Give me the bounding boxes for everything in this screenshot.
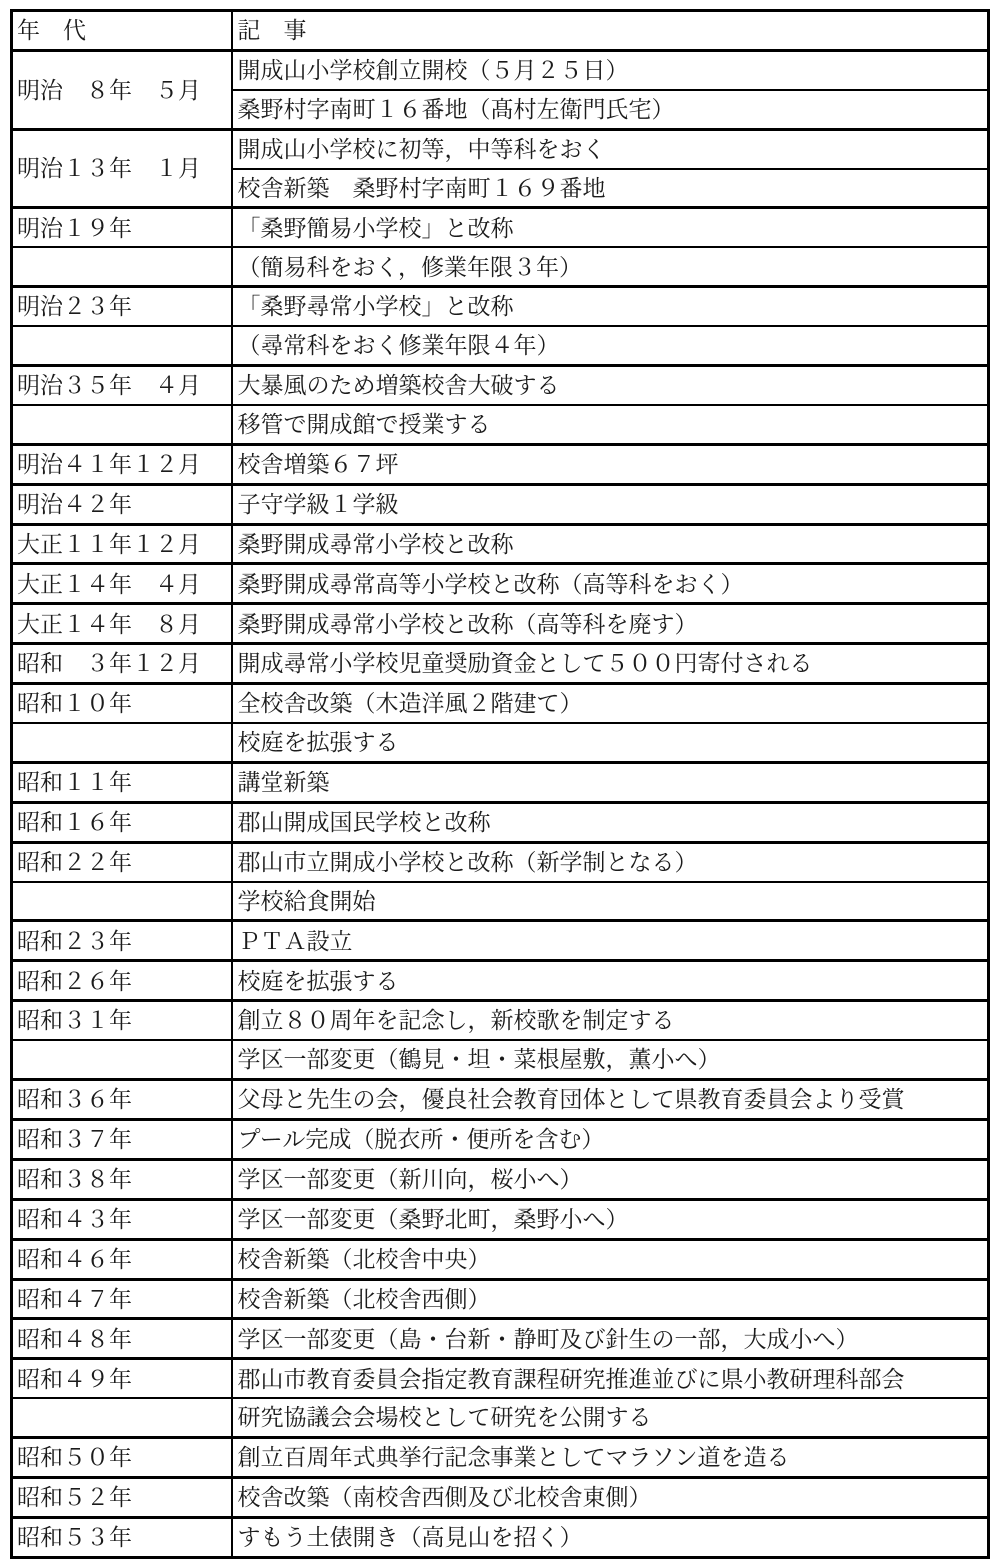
event-cell: 校庭を拡張する [232,961,989,1001]
table-row [12,524,989,564]
table-row [12,1477,989,1517]
event-cell: 桑野開成尋常小学校と改称（高等科を廃す） [232,604,989,644]
table-row [12,564,989,604]
table-row [12,405,989,444]
event-cell: 全校舎改築（木造洋風２階建て） [232,684,989,723]
event-cell: 学区一部変更（島・台新・静町及び針生の一部，大成小へ） [232,1319,989,1359]
table-row [12,604,989,644]
year-cell: 昭和１０年 [12,684,232,723]
table-row [12,287,989,326]
event-cell: 校舎新築（北校舎西側） [232,1279,989,1319]
table-row [12,762,989,802]
header-row [12,11,989,51]
table-row [12,1080,989,1120]
table-row [12,208,989,247]
event-cell: 移管で開成館で授業する [232,405,989,444]
event-cell: 大暴風のため増築校舎大破する [232,366,989,405]
event-cell: 校舎増築６７坪 [232,444,989,484]
table-row [12,326,989,365]
table-row [12,723,989,762]
event-cell: 学区一部変更（桑野北町，桑野小へ） [232,1199,989,1239]
year-cell: 昭和４９年 [12,1359,232,1398]
event-cell: （尋常科をおく修業年限４年） [232,326,989,365]
event-cell: 校舎新築（北校舎中央） [232,1239,989,1279]
event-cell: 講堂新築 [232,762,989,802]
year-cell [12,1040,232,1079]
table-row [12,842,989,881]
event-cell: プール完成（脱衣所・便所を含む） [232,1119,989,1159]
year-cell [12,326,232,365]
year-cell: 昭和 ３年１２月 [12,644,232,684]
year-cell: 明治 ８年 ５月 [12,50,232,129]
table-row [12,1398,989,1437]
table-row [12,644,989,684]
table-row [12,1239,989,1279]
event-cell: 開成山小学校創立開校（５月２５日） [232,50,989,89]
event-cell: 「桑野尋常小学校」と改称 [232,287,989,326]
event-cell: すもう土俵開き（高見山を招く） [232,1517,989,1557]
event-cell: 開成尋常小学校児童奨励資金として５００円寄付される [232,644,989,684]
year-cell: 昭和１６年 [12,802,232,842]
event-column-header: 記 事 [232,11,989,51]
table-row [12,129,989,168]
event-cell: 学校給食開始 [232,882,989,921]
year-cell: 昭和４７年 [12,1279,232,1319]
year-cell: 昭和１１年 [12,762,232,802]
table-row [12,1319,989,1359]
table-row [12,247,989,286]
year-cell: 昭和３６年 [12,1080,232,1120]
table-row [12,1040,989,1079]
year-cell: 明治４１年１２月 [12,444,232,484]
year-cell [12,405,232,444]
event-cell: 子守学級１学級 [232,484,989,524]
event-cell: 校舎改築（南校舎西側及び北校舎東側） [232,1477,989,1517]
year-cell: 明治１９年 [12,208,232,247]
year-cell: 昭和３１年 [12,1001,232,1040]
year-cell: 昭和２３年 [12,921,232,961]
event-cell: 桑野開成尋常高等小学校と改称（高等科をおく） [232,564,989,604]
table-row [12,484,989,524]
table-row [12,366,989,405]
table-row [12,1199,989,1239]
event-cell: 桑野開成尋常小学校と改称 [232,524,989,564]
year-cell: 昭和２２年 [12,842,232,881]
year-cell [12,247,232,286]
year-cell: 昭和５２年 [12,1477,232,1517]
table-row [12,50,989,89]
event-cell: 研究協議会会場校として研究を公開する [232,1398,989,1437]
year-cell: 明治１３年 １月 [12,129,232,208]
event-cell: 「桑野簡易小学校」と改称 [232,208,989,247]
year-cell [12,882,232,921]
year-cell: 昭和５０年 [12,1438,232,1478]
year-cell: 明治３５年 ４月 [12,366,232,405]
year-column-header: 年 代 [12,11,232,51]
table-row [12,802,989,842]
event-cell: 桑野村字南町１６番地（髙村左衛門氏宅） [232,90,989,129]
event-cell: 創立百周年式典挙行記念事業としてマラソン道を造る [232,1438,989,1478]
table-row [12,1159,989,1199]
event-cell: 郡山市教育委員会指定教育課程研究推進並びに県小教研理科部会 [232,1359,989,1398]
event-cell: 校庭を拡張する [232,723,989,762]
table-row [12,1438,989,1478]
year-cell: 昭和５３年 [12,1517,232,1557]
event-cell: 創立８０周年を記念し，新校歌を制定する [232,1001,989,1040]
event-cell: （簡易科をおく，修業年限３年） [232,247,989,286]
table-row [12,961,989,1001]
year-cell [12,723,232,762]
table-row [12,1517,989,1557]
table-row [12,444,989,484]
year-cell: 明治２３年 [12,287,232,326]
event-cell: 父母と先生の会，優良社会教育団体として県教育委員会より受賞 [232,1080,989,1120]
table-row [12,1279,989,1319]
year-cell: 昭和３８年 [12,1159,232,1199]
year-cell: 昭和３７年 [12,1119,232,1159]
table-row [12,684,989,723]
event-cell: 校舎新築 桑野村字南町１６９番地 [232,169,989,208]
year-cell: 大正１４年 ８月 [12,604,232,644]
school-history-table [10,9,990,1559]
table-row [12,1001,989,1040]
year-cell: 昭和４８年 [12,1319,232,1359]
year-cell: 昭和２６年 [12,961,232,1001]
year-cell: 明治４２年 [12,484,232,524]
table-row [12,1359,989,1398]
year-cell: 昭和４３年 [12,1199,232,1239]
event-cell: 郡山市立開成小学校と改称（新学制となる） [232,842,989,881]
event-cell: 学区一部変更（新川向，桜小へ） [232,1159,989,1199]
table-row [12,882,989,921]
table-row [12,1119,989,1159]
year-cell: 大正１１年１２月 [12,524,232,564]
year-cell: 昭和４６年 [12,1239,232,1279]
event-cell: ＰＴＡ設立 [232,921,989,961]
year-cell [12,1398,232,1437]
year-cell: 大正１４年 ４月 [12,564,232,604]
table-row [12,921,989,961]
event-cell: 郡山開成国民学校と改称 [232,802,989,842]
event-cell: 学区一部変更（鶴見・坦・菜根屋敷，薫小へ） [232,1040,989,1079]
event-cell: 開成山小学校に初等，中等科をおく [232,129,989,168]
